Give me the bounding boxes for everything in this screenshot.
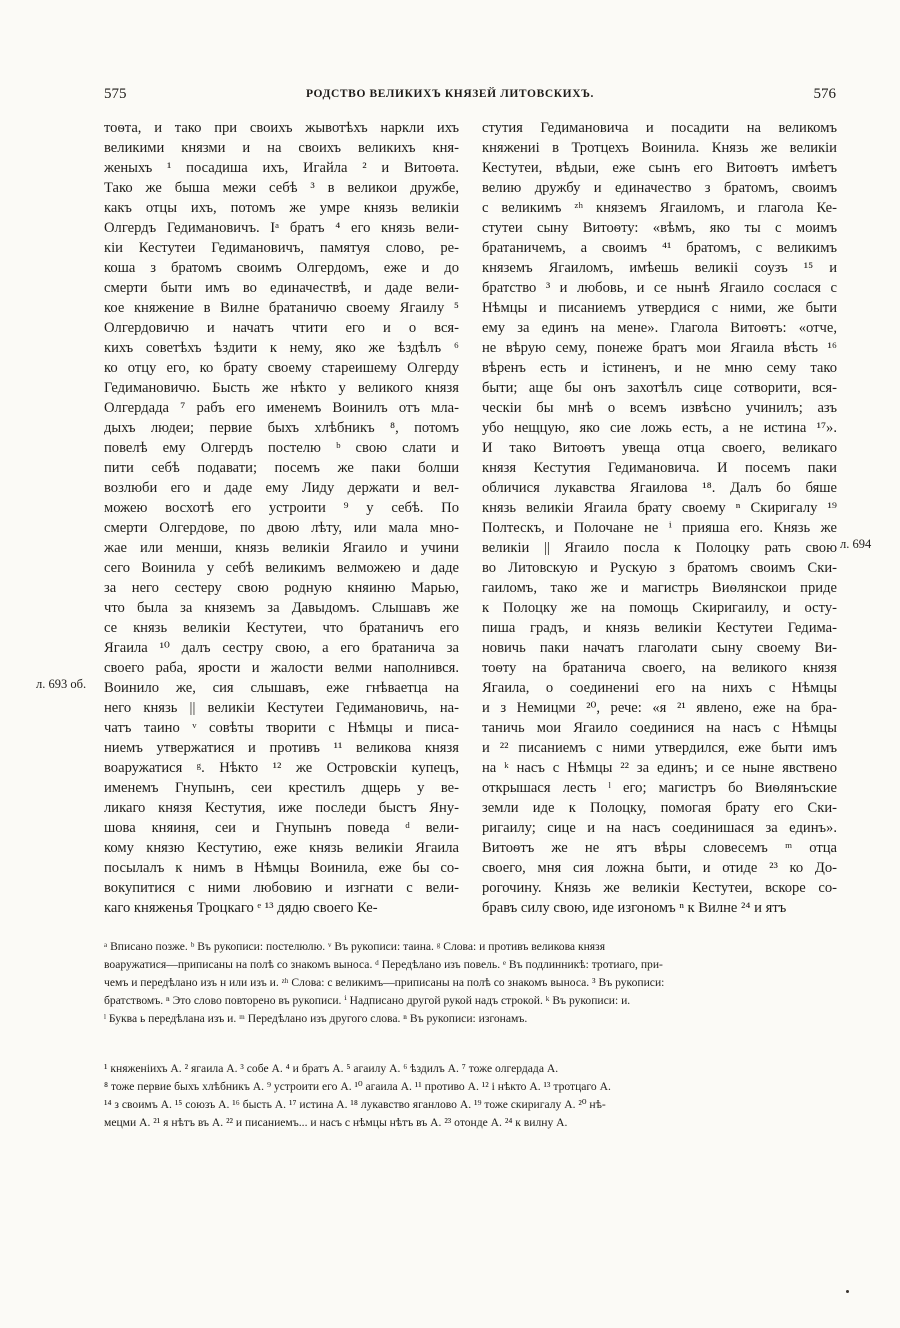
text-line: стутия Гедимановича и посадити на великомъ xyxy=(482,120,837,136)
text-line: вокупитися с ними любовию и изгнати с вели- xyxy=(104,880,459,896)
text-line: новичь паки начатъ глаголати сыну своему Ви- xyxy=(482,640,837,656)
text-line: тоѳта, и тако при своихъ жывотѣхъ наркли ихъ xyxy=(104,120,459,136)
text-line: пити себѣ подавати; посемъ же паки болши xyxy=(104,460,459,476)
page-header xyxy=(0,86,900,110)
text-line: каго княженья Троцкаго ᵉ ¹³ дядю своего Ке- xyxy=(104,900,378,916)
text-line: чатъ таино ᵛ совѣты творити с Нѣмцы и писа- xyxy=(104,720,459,736)
text-line: ниемъ утвержатися и противъ ¹¹ великова князя xyxy=(104,740,459,756)
text-line: возлюби его и даде ему Лиду держати и вел- xyxy=(104,480,459,496)
text-line: братство ³ и любовь, и се нынѣ Ягаило сослася с xyxy=(482,280,837,296)
text-line: обличися лукавства Ягаилова ¹⁸. Далъ бо бяше xyxy=(482,480,837,496)
text-line: к Полоцку же на помощь Скиригаилу, и осту- xyxy=(482,600,837,616)
text-line: рогочину. Князь же великіи Кестутеи, вскоре со- xyxy=(482,880,837,896)
text-line: и ²² писаниемъ с ними утвердился, еже быти имъ xyxy=(482,740,837,756)
footnote-line: воаружатися—приписаны на полѣ со знакомъ выноса. ᵈ Передѣлано изъ повель. ᵉ Въ подлинникѣ: тротиаго, при- xyxy=(104,958,663,971)
text-line: ему за единъ на мене». Глагола Витоѳтъ: «отче, xyxy=(482,320,837,336)
text-line: ликаго князя Кестутия, иже последи быстъ Яну- xyxy=(104,800,459,816)
footnotes-variants xyxy=(104,1060,837,1132)
text-line: Ягаила, о соединениі его на нихъ с Нѣмцы xyxy=(482,680,837,696)
text-line: Кестутеи, вѣдыи, еже сынъ его Витоѳтъ имѣетъ xyxy=(482,160,837,176)
footnote-line: ¹ княженіихъ А. ² ягаила А. ³ собе А. ⁴ и братъ А. ⁵ агаилу А. ⁶ ѣздилъ А. ⁷ тоже олгердада А. xyxy=(104,1062,559,1075)
margin-folio-note-left: л. 693 об. xyxy=(36,677,87,691)
text-line: тоѳту на братанича своего, на великого князя xyxy=(482,660,837,676)
page-number-left: 575 xyxy=(104,86,127,102)
footnote-line: братствомъ. ⁿ Это слово повторено въ рукописи. ⁱ Надписано другой рукой надъ строкой. ᵏ Въ рукописи: и. xyxy=(104,994,631,1007)
text-line: ческіи бы мнѣ о всемъ извѣсно учинилъ; азъ xyxy=(482,400,837,416)
text-line: велию дружбу и единачество з братомъ, своимъ xyxy=(482,180,837,196)
text-line: бравъ силу свою, иде изгономъ ⁿ к Вилне ²⁴ и ятъ xyxy=(482,900,787,916)
text-line: ко отцу его, ко брату своему стареишему Олгерду xyxy=(104,360,459,376)
text-line: своего, мня сия ложна быти, и отиде ²³ ко До- xyxy=(482,860,837,876)
text-line: стутеи сыну Витоѳту: «вѣмъ, яко ты с моимъ xyxy=(482,220,837,236)
footnote-line: ¹⁴ з своимъ А. ¹⁵ союзъ А. ¹⁶ бысть А. ¹⁷ истина А. ¹⁸ лукавство яганлово А. ¹⁹ тоже скиригалу А. ²⁰ нѣ- xyxy=(104,1098,606,1111)
text-line: кому князю Кестутию, еже князь великіи Ягаила xyxy=(104,840,459,856)
text-line: Витоѳтъ же не ятъ вѣры словесемъ ᵐ отца xyxy=(482,840,837,856)
right-text-column xyxy=(482,118,837,918)
text-line: во Литовскую и Рускую з братомъ своимъ Ски- xyxy=(482,560,837,576)
text-line: кихъ советѣхъ ѣздити к нему, яко же ѣздѣлъ ⁶ xyxy=(104,340,459,356)
text-line: вѣренъ есть и істиненъ, и не мню сему тако xyxy=(482,360,837,376)
text-line: княжениі в Тротцехъ Воинила. Князь же великіи xyxy=(482,140,837,156)
text-line: княземъ Ягаиломъ, имѣешь великіі соузъ ¹⁵ и xyxy=(482,260,837,276)
text-line: шова княиня, сеи и Гнупынъ поведа ᵈ вели- xyxy=(104,820,459,836)
footnote-line: чемъ и передѣлано изъ н или изъ и. ᶻʰ Слова: с великимъ—приписаны на полѣ со знакомъ выноса. ³ Въ рукописи: xyxy=(104,976,665,989)
footnote-line: ˡ Буква ь передѣлана изъ и. ᵐ Передѣлано изъ другого слова. ⁿ Въ рукописи: изгонамъ. xyxy=(104,1012,528,1025)
footnote-line: мецми А. ²¹ я нѣтъ въ А. ²² и писаниемъ... и насъ с нѣмцы нѣтъ въ А. ²³ отонде А. ²⁴ к вилну А. xyxy=(104,1116,568,1129)
text-line: быти; аще бы онъ захотѣлъ сице сотворити, вся- xyxy=(482,380,837,396)
footnotes-textual xyxy=(104,938,837,1028)
text-line: Тако же быша межи себѣ ³ в великои дружбе, xyxy=(104,180,459,196)
text-line: какъ отцы ихъ, потомъ же умре князь великіи xyxy=(104,200,459,216)
text-line: можею восхотѣ его устроити ⁹ у себѣ. По xyxy=(104,500,459,516)
left-text-column xyxy=(104,118,459,918)
margin-folio-note-right: л. 694 xyxy=(840,537,872,551)
text-line: кое княжение в Вилне братаничю своему Ягаилу ⁵ xyxy=(104,300,459,316)
text-line: Нѣмцы и писаниемъ утвердися с ними, же быти xyxy=(482,300,837,316)
text-line: не вѣрую сему, понеже братъ мои Ягаила вѣсть ¹⁶ xyxy=(482,340,837,356)
running-title: РОДСТВО ВЕЛИКИХЪ КНЯЗЕЙ ЛИТОВСКИХЪ. xyxy=(305,88,595,100)
ink-speck xyxy=(846,1290,849,1293)
text-line: князя Кестутия Гедимановича. И посемъ паки xyxy=(482,460,837,476)
text-line: великіи || Ягаило посла к Полоцку рать свою xyxy=(482,540,837,556)
text-line: открышася лесть ˡ его; магистръ бо Виѳлянъские xyxy=(482,780,837,796)
text-line: что была за княземъ за Давыдомъ. Слышавъ же xyxy=(104,600,459,616)
text-line: ригаилу; сице и на насъ соединишася за единъ». xyxy=(482,820,837,836)
text-line: смерти Олгердове, по двою лѣту, или мала мно- xyxy=(104,520,459,536)
text-line: и з Немицми ²⁰, рече: «я ²¹ явлено, еже на бра- xyxy=(482,700,837,716)
text-line: воаружатися ᵍ. Нѣкто ¹² же Островскіи купецъ, xyxy=(104,760,459,776)
text-line: за него сестеру свою родную княиню Марью, xyxy=(104,580,459,596)
text-line: се князь великіи Кестутеи, что братаничъ его xyxy=(104,620,459,636)
text-line: Олгердовичю и начатъ чтити его и о вся- xyxy=(104,320,459,336)
footnote-line: ᵃ Вписано позже. ᵇ Въ рукописи: постелюлю. ᵛ Въ рукописи: таина. ᵍ Слова: и противъ великова князя xyxy=(104,940,606,953)
text-line: гаиломъ, тако же и магистрь Виѳлянскои приде xyxy=(482,580,837,596)
text-line: с великимъ ᶻʰ княземъ Ягаиломъ, и глагола Ке- xyxy=(482,200,837,216)
text-line: сего Воинила у себѣ великимъ велможею и даде xyxy=(104,560,459,576)
text-line: Ягаила ¹⁰ далъ сестру свою, а его братанича за xyxy=(104,640,459,656)
text-line: братаничемъ, а своимъ ⁴¹ братомъ, с великимъ xyxy=(482,240,837,256)
text-line: именемъ Гнупынъ, сеи крестилъ дщерь у ве- xyxy=(104,780,459,796)
text-line: на ᵏ насъ с Нѣмцы ²² за единъ; и се ныне явствено xyxy=(482,760,837,776)
text-line: Гедимановичю. Бысть же нѣкто у великого князя xyxy=(104,380,459,396)
text-line: своего раба, ярости и жалости велми наполнився. xyxy=(104,660,459,676)
text-line: Олгердада ⁷ рабъ его именемъ Воинилъ отъ мла- xyxy=(104,400,459,416)
text-line: Олгердъ Гедимановичъ. Іᵃ братъ ⁴ его князь вели- xyxy=(104,220,459,236)
text-line: жае или менши, князь великіи Ягаило и учини xyxy=(104,540,459,556)
text-line: земли иде к Полоцку, помогая брату его Ски- xyxy=(482,800,837,816)
text-line: женыхъ ¹ посадиша ихъ, Игайла ² и Витоѳта. xyxy=(104,160,459,176)
text-line: дыхъ людеи; первие быхъ хлѣбникъ ⁸, потомъ xyxy=(104,420,459,436)
text-line: таничь мои Ягаило соединися на насъ с Нѣмцы xyxy=(482,720,837,736)
text-line: него князь || великіи Кестутеи Гедимановичь, на- xyxy=(104,700,459,716)
text-line: И тако Витоѳтъ увеща отца своего, великаго xyxy=(482,440,837,456)
text-line: Воинило же, сия слышавъ, еже гнѣваетца на xyxy=(104,680,459,696)
text-line: пиша градъ, и князь великіи Кестутеи Гедима- xyxy=(482,620,837,636)
text-line: кіи Кестутеи Гедимановичъ, памятуя слово, ре- xyxy=(104,240,459,256)
text-line: великими князми и на своихъ великихъ кня- xyxy=(104,140,459,156)
page-number-right: 576 xyxy=(813,86,836,102)
text-line: коша з братомъ своимъ Олгердомъ, еже и до xyxy=(104,260,459,276)
text-line: князь великіи Ягаила брату своему ⁿ Скиригалу ¹⁹ xyxy=(482,500,837,516)
footnote-line: ⁸ тоже первие быхъ хлѣбникъ А. ⁹ устроити его А. ¹⁰ агаила А. ¹¹ противо А. ¹² і нѣкто А. ¹³ тротцаго А. xyxy=(104,1080,611,1093)
text-line: Полтескъ, и Полочане не ⁱ прияша его. Князь же xyxy=(482,520,837,536)
text-line: убо нещцую, яко сие ложь есть, а не истина ¹⁷». xyxy=(482,420,837,436)
text-line: повелѣ ему Олгердъ постелю ᵇ свою слати и xyxy=(104,440,459,456)
text-line: смерти быти имъ во единачествѣ, и даде вели- xyxy=(104,280,459,296)
text-line: посылалъ к нимъ в Нѣмцы Воинила, еже бы со- xyxy=(104,860,459,876)
